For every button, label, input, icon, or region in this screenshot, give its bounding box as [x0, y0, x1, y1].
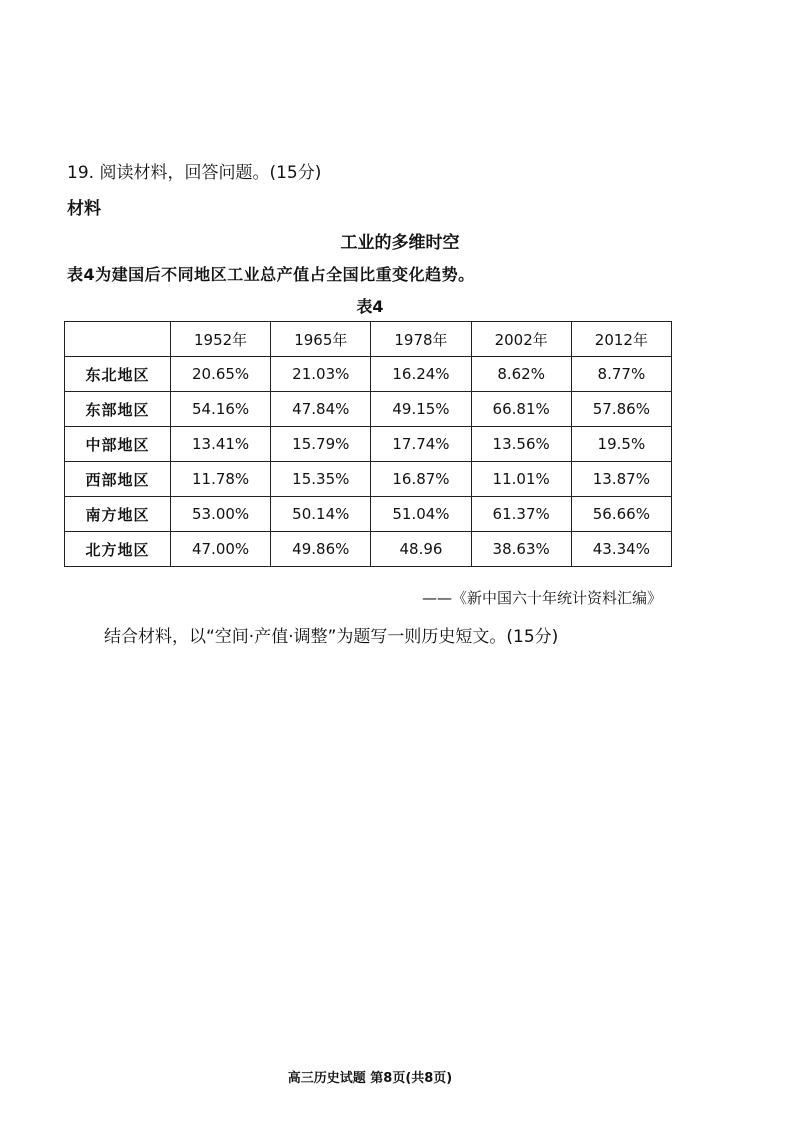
table-cell: 15.79% — [271, 427, 371, 462]
table-cell: 48.96 — [371, 532, 471, 567]
table-header-cell — [65, 322, 171, 357]
section-title: 工业的多维时空 — [340, 233, 460, 253]
table-header-cell: 2012年 — [571, 322, 671, 357]
table-row — [65, 532, 672, 567]
table-row — [65, 462, 672, 497]
page-footer: 高三历史试题 第8页(共8页) — [287, 1071, 453, 1086]
table-cell: 61.37% — [471, 497, 571, 532]
table-cell: 13.87% — [571, 462, 671, 497]
intro-text: 表4为建国后不同地区工业总产值占全国比重变化趋势。 — [67, 265, 475, 284]
table-cell: 11.78% — [171, 462, 271, 497]
table-cell: 54.16% — [171, 392, 271, 427]
table-row — [65, 497, 672, 532]
table-cell: 16.24% — [371, 357, 471, 392]
table-cell: 47.84% — [271, 392, 371, 427]
table-row — [65, 357, 672, 392]
question-title: 19. 阅读材料，回答问题。(15分) — [67, 163, 322, 183]
table-cell: 50.14% — [271, 497, 371, 532]
table-cell: 51.04% — [371, 497, 471, 532]
table-cell: 11.01% — [471, 462, 571, 497]
table-header-cell: 2002年 — [471, 322, 571, 357]
table-source: ——《新中国六十年统计资料汇编》 — [421, 589, 662, 607]
table-cell: 57.86% — [571, 392, 671, 427]
table-cell: 13.56% — [471, 427, 571, 462]
table-row — [65, 392, 672, 427]
row-header-cell: 北方地区 — [65, 532, 171, 567]
table-cell: 15.35% — [271, 462, 371, 497]
table-cell: 16.87% — [371, 462, 471, 497]
table-cell: 21.03% — [271, 357, 371, 392]
table-header-cell: 1978年 — [371, 322, 471, 357]
table-cell: 66.81% — [471, 392, 571, 427]
table-cell: 8.77% — [571, 357, 671, 392]
row-header-cell: 东北地区 — [65, 357, 171, 392]
table-cell: 17.74% — [371, 427, 471, 462]
table-header-cell: 1952年 — [171, 322, 271, 357]
row-header-cell: 中部地区 — [65, 427, 171, 462]
table-cell: 56.66% — [571, 497, 671, 532]
table-cell: 13.41% — [171, 427, 271, 462]
data-table — [64, 321, 672, 567]
table-cell: 38.63% — [471, 532, 571, 567]
material-label: 材料 — [67, 199, 101, 219]
table-cell: 8.62% — [471, 357, 571, 392]
table-caption: 表4 — [356, 297, 384, 316]
table-cell: 43.34% — [571, 532, 671, 567]
row-header-cell: 东部地区 — [65, 392, 171, 427]
table-cell: 49.15% — [371, 392, 471, 427]
table-row — [65, 427, 672, 462]
row-header-cell: 南方地区 — [65, 497, 171, 532]
row-header-cell: 西部地区 — [65, 462, 171, 497]
question-prompt: 结合材料，以“空间·产值·调整”为题写一则历史短文。(15分) — [104, 627, 559, 647]
table-cell: 19.5% — [571, 427, 671, 462]
table-header-row — [65, 322, 672, 357]
table-cell: 53.00% — [171, 497, 271, 532]
table-cell: 49.86% — [271, 532, 371, 567]
table-header-cell: 1965年 — [271, 322, 371, 357]
table-cell: 20.65% — [171, 357, 271, 392]
table-cell: 47.00% — [171, 532, 271, 567]
